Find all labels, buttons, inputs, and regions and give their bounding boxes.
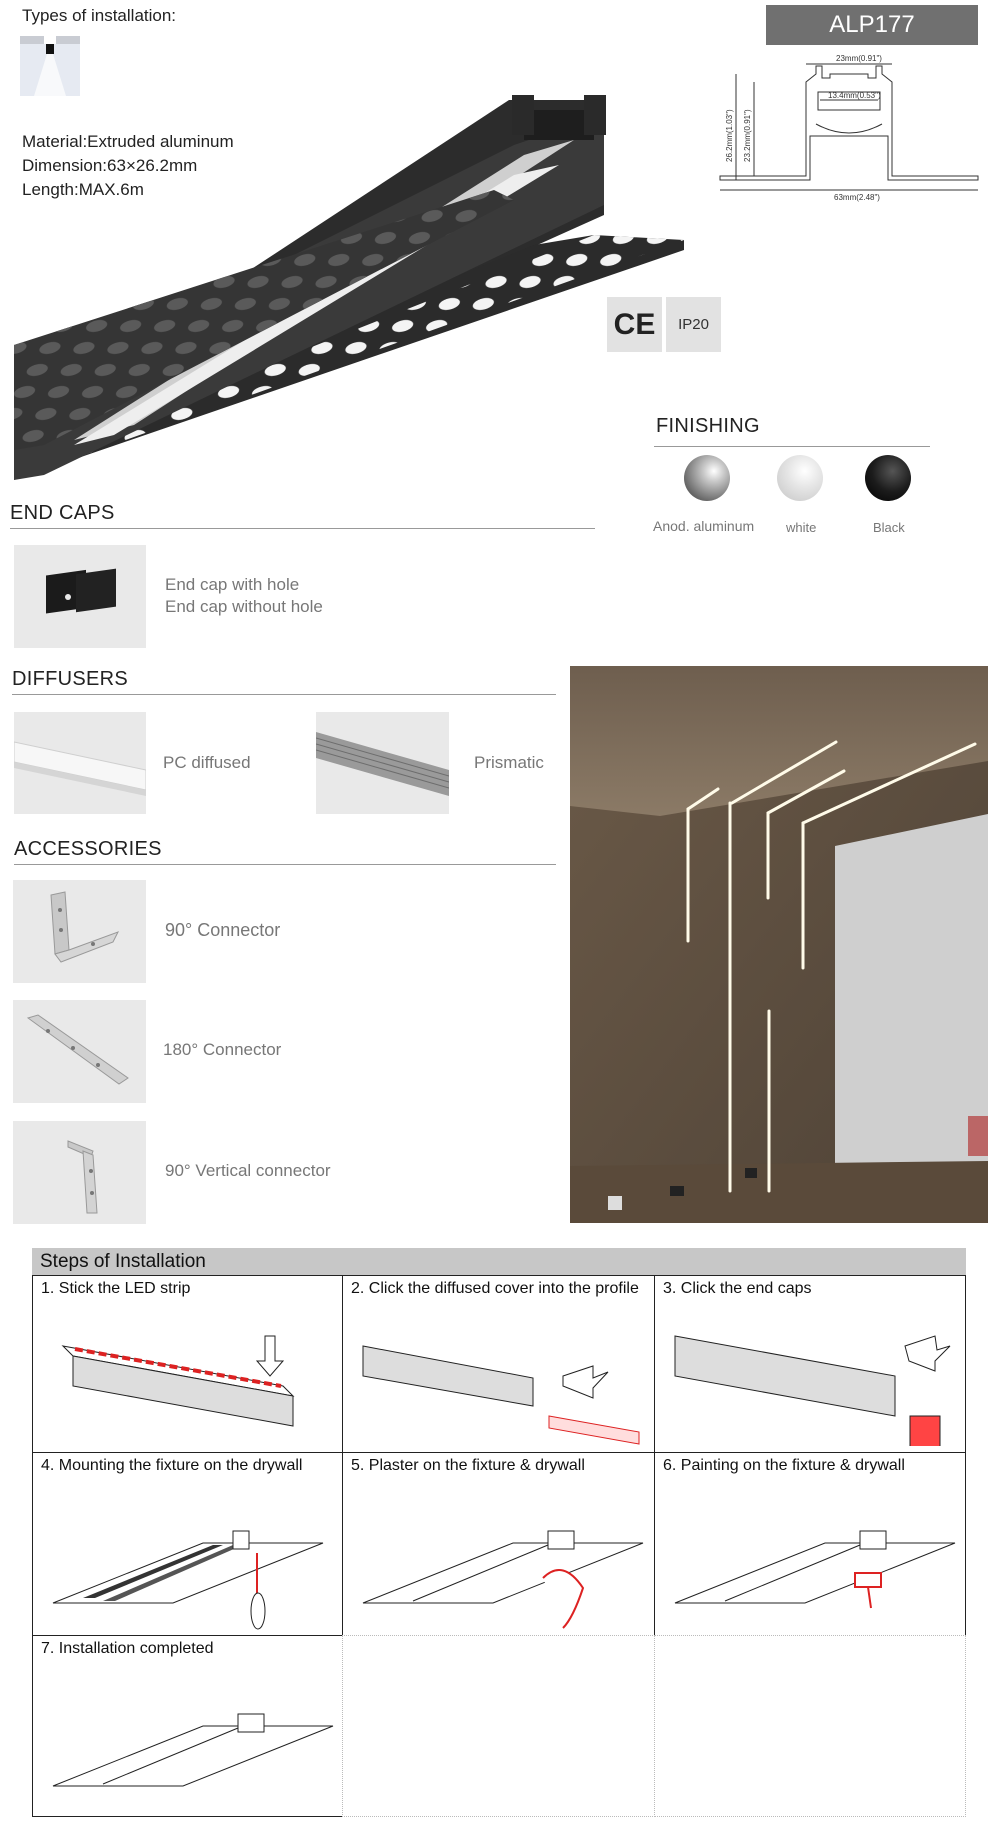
pc-diffuser-image — [14, 712, 146, 814]
ip20-mark: IP20 — [666, 297, 721, 352]
cross-section-drawing — [716, 52, 984, 202]
step-3-title: 3. Click the end caps — [663, 1280, 812, 1297]
step-2 — [342, 1275, 655, 1453]
spec-length: Length:MAX.6m — [22, 180, 144, 199]
step-2-title: 2. Click the diffused cover into the profile — [351, 1280, 639, 1297]
prismatic-label: Prismatic — [474, 753, 544, 772]
end-cap-image — [14, 545, 146, 648]
connector-180-label: 180° Connector — [163, 1040, 282, 1059]
step-3 — [654, 1275, 966, 1453]
anodized-label: Anod. aluminum — [653, 518, 755, 534]
step-empty-2 — [654, 1635, 966, 1817]
step-4 — [32, 1452, 343, 1636]
step-7-title: 7. Installation completed — [41, 1640, 214, 1657]
dim-bottom: 63mm(2.48") — [834, 193, 880, 202]
installation-photo — [570, 666, 988, 1223]
dim-inner: 13.4mm(0.53") — [828, 91, 881, 100]
spec-dimension: Dimension:63×26.2mm — [22, 156, 198, 175]
step-2-illustration — [353, 1306, 653, 1446]
end-cap-without-hole: End cap without hole — [165, 597, 323, 616]
model-badge: ALP177 — [766, 5, 978, 45]
step-3-illustration — [665, 1306, 965, 1446]
steps-title: Steps of Installation — [40, 1251, 206, 1272]
profile-render — [14, 95, 684, 480]
step-4-illustration — [43, 1483, 343, 1633]
step-6-title: 6. Painting on the fixture & drywall — [663, 1457, 905, 1474]
end-cap-with-hole: End cap with hole — [165, 575, 300, 594]
step-1 — [32, 1275, 343, 1453]
step-1-title: 1. Stick the LED strip — [41, 1280, 191, 1297]
step-empty-1 — [342, 1635, 655, 1817]
finishing-title: FINISHING — [656, 415, 760, 437]
spec-material: Material:Extruded aluminum — [22, 132, 234, 151]
step-4-title: 4. Mounting the fixture on the drywall — [41, 1457, 303, 1474]
step-5 — [342, 1452, 655, 1636]
dim-top: 23mm(0.91") — [836, 54, 882, 63]
white-label: white — [786, 520, 817, 535]
ce-mark: CE — [607, 297, 662, 352]
dim-left: 26.2mm(1.03") — [725, 109, 734, 162]
connector-90-label: 90° Connector — [165, 920, 281, 940]
step-5-title: 5. Plaster on the fixture & drywall — [351, 1457, 585, 1474]
anodized-swatch — [684, 455, 730, 501]
pc-diffused-label: PC diffused — [163, 753, 251, 772]
step-7-illustration — [43, 1666, 343, 1816]
dim-right: 23.2mm(0.91") — [743, 109, 752, 162]
end-caps-title: END CAPS — [10, 502, 115, 524]
prismatic-diffuser-image — [316, 712, 449, 814]
black-label: Black — [873, 520, 905, 535]
black-swatch — [865, 455, 911, 501]
installation-types-label: Types of installation: — [22, 6, 177, 25]
connector-180-image — [13, 1000, 146, 1103]
step-5-illustration — [353, 1483, 653, 1633]
accessories-title: ACCESSORIES — [14, 838, 162, 860]
step-7 — [32, 1635, 343, 1817]
diffusers-title: DIFFUSERS — [12, 668, 129, 690]
step-6-illustration — [665, 1483, 965, 1633]
steps-header — [32, 1248, 966, 1275]
step-6 — [654, 1452, 966, 1636]
white-swatch — [777, 455, 823, 501]
step-1-illustration — [53, 1306, 353, 1446]
recessed-installation-icon — [20, 36, 80, 96]
vertical-connector-label: 90° Vertical connector — [165, 1161, 331, 1180]
connector-90-image — [13, 880, 146, 983]
vertical-connector-image — [13, 1121, 146, 1224]
